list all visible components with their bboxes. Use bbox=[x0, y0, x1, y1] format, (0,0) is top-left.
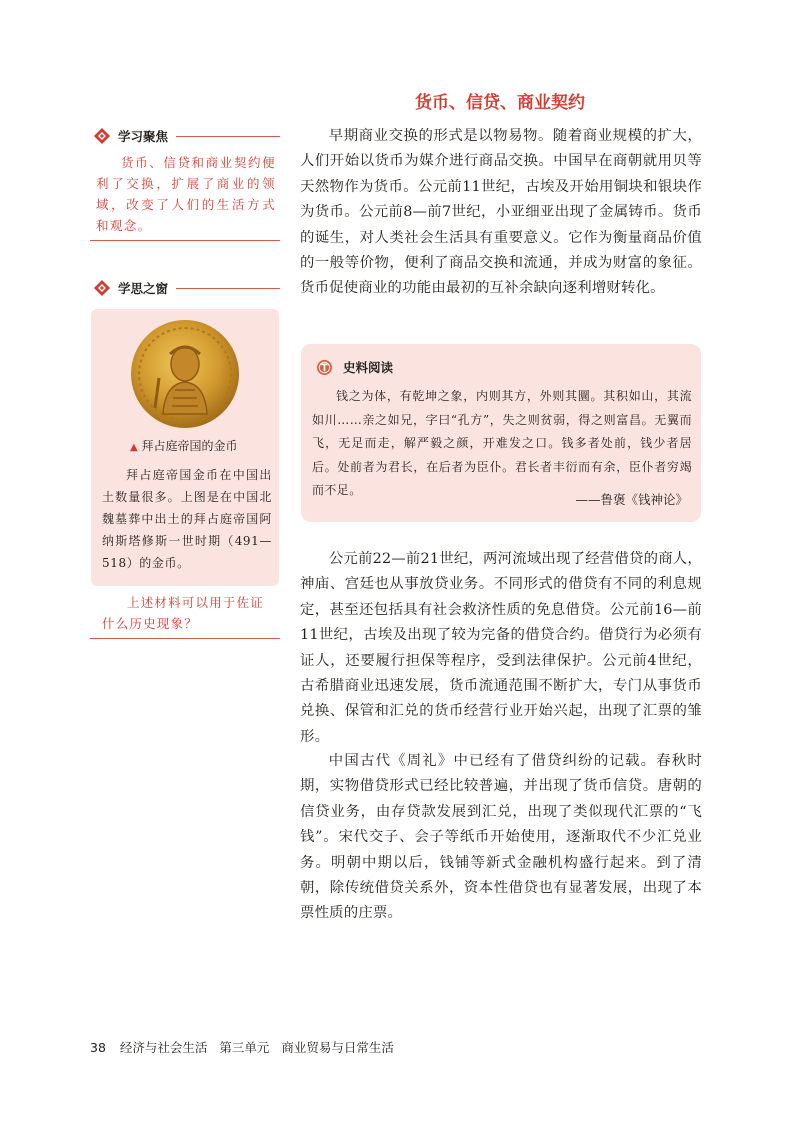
divider bbox=[90, 638, 280, 639]
source-reading-header bbox=[316, 358, 393, 376]
paragraph-china-credit: 中国古代《周礼》中已经有了借贷纠纷的记载。春秋时期，实物借贷形式已经比较普遍，并出现了货币信贷。唐朝的信贷业务，由存贷款发展到汇兑，出现了类似现代汇票的“飞钱”。宋代交子、会子等纸币开始使用，逐渐取代不少汇兑业务。明朝中期以后，钱铺等新式金融机构盛行起来。到了清朝，除传统借贷关系外，资本性借贷也有显著发展，出现了本票性质的庄票。 bbox=[300, 753, 702, 922]
coin-caption-text: 拜占庭帝国的金币 bbox=[141, 439, 238, 453]
diamond-icon bbox=[94, 128, 110, 144]
page-footer bbox=[90, 1038, 394, 1056]
heading-rule bbox=[176, 288, 280, 289]
section-title: 货币、信贷、商业契约 bbox=[415, 93, 585, 113]
source-reading-heading: 史料阅读 bbox=[343, 360, 394, 375]
triangle-marker-icon: ▲ bbox=[130, 442, 138, 453]
diamond-icon bbox=[94, 280, 110, 296]
study-focus-text: 货币、信贷和商业契约便利了交换，扩展了商业的领域，改变了人们的生活方式和观念。 bbox=[96, 155, 276, 233]
divider bbox=[90, 240, 280, 241]
page-number: 38 bbox=[90, 1040, 106, 1055]
thinking-question: 上述材料可以用于佐证什么历史现象？ bbox=[102, 595, 265, 631]
heading-rule bbox=[176, 136, 280, 137]
thinking-window-header bbox=[90, 276, 280, 300]
coin-caption bbox=[130, 437, 280, 454]
paragraph-money: 早期商业交换的形式是以物易物。随着商业规模的扩大，人们开始以货币为媒介进行商品交换。中国早在商朝就用贝等天然物作为货币。公元前11世纪，古埃及开始用铜块和银块作为货币。公元前8—前7世纪，小亚细亚出现了金属铸币。货币的诞生，对人类社会生活具有重要意义。它作为衡量商品价值的一般等价物，便利了商品交换和流通，并成为财富的象征。货币促使商业的功能由最初的互补余缺向逐利增财转化。 bbox=[300, 128, 702, 297]
paragraph-credit: 公元前22—前21世纪，两河流域出现了经营借贷的商人，神庙、宫廷也从事放贷业务。不同形式的借贷有不同的利息规定，甚至还包括具有社会救济性质的免息借贷。公元前16—前11世纪，古埃及出现了较为完备的借贷合约。借贷行为必须有证人，还要履行担保等程序，受到法律保护。公元前4世纪，古希腊商业迅速发展，货币流通范围不断扩大，专门从事货币兑换、保管和汇兑的货币经营行业开始兴起，出现了汇票的雏形。 bbox=[300, 551, 702, 745]
unit-label: 第三单元 bbox=[219, 1040, 270, 1055]
coin-description: 拜占庭帝国金币在中国出土数量很多。上图是在中国北魏墓葬中出土的拜占庭帝国阿纳斯塔修斯一世时期（491—518）的金币。 bbox=[102, 468, 272, 570]
source-attribution: ——鲁褒《钱神论》 bbox=[575, 492, 688, 507]
info-circle-icon bbox=[316, 359, 333, 376]
study-focus-heading: 学习聚焦 bbox=[118, 129, 169, 144]
thinking-window-heading: 学思之窗 bbox=[118, 281, 169, 296]
book-title: 经济与社会生活 bbox=[119, 1040, 208, 1055]
source-reading-text: 钱之为体，有乾坤之象，内则其方，外则其圜。其积如山，其流如川……亲之如兄，字曰“孔方”，失之则贫弱，得之则富昌。无翼而飞，无足而走，解严毅之颜，开难发之口。钱多者处前，钱少者居后。处前者为君长，在后者为臣仆。君长者丰衍而有余，臣仆者穷竭而不足。 bbox=[312, 389, 692, 497]
unit-title: 商业贸易与日常生活 bbox=[281, 1040, 394, 1055]
study-focus-header bbox=[90, 124, 280, 148]
byzantine-gold-coin-image bbox=[129, 318, 241, 430]
